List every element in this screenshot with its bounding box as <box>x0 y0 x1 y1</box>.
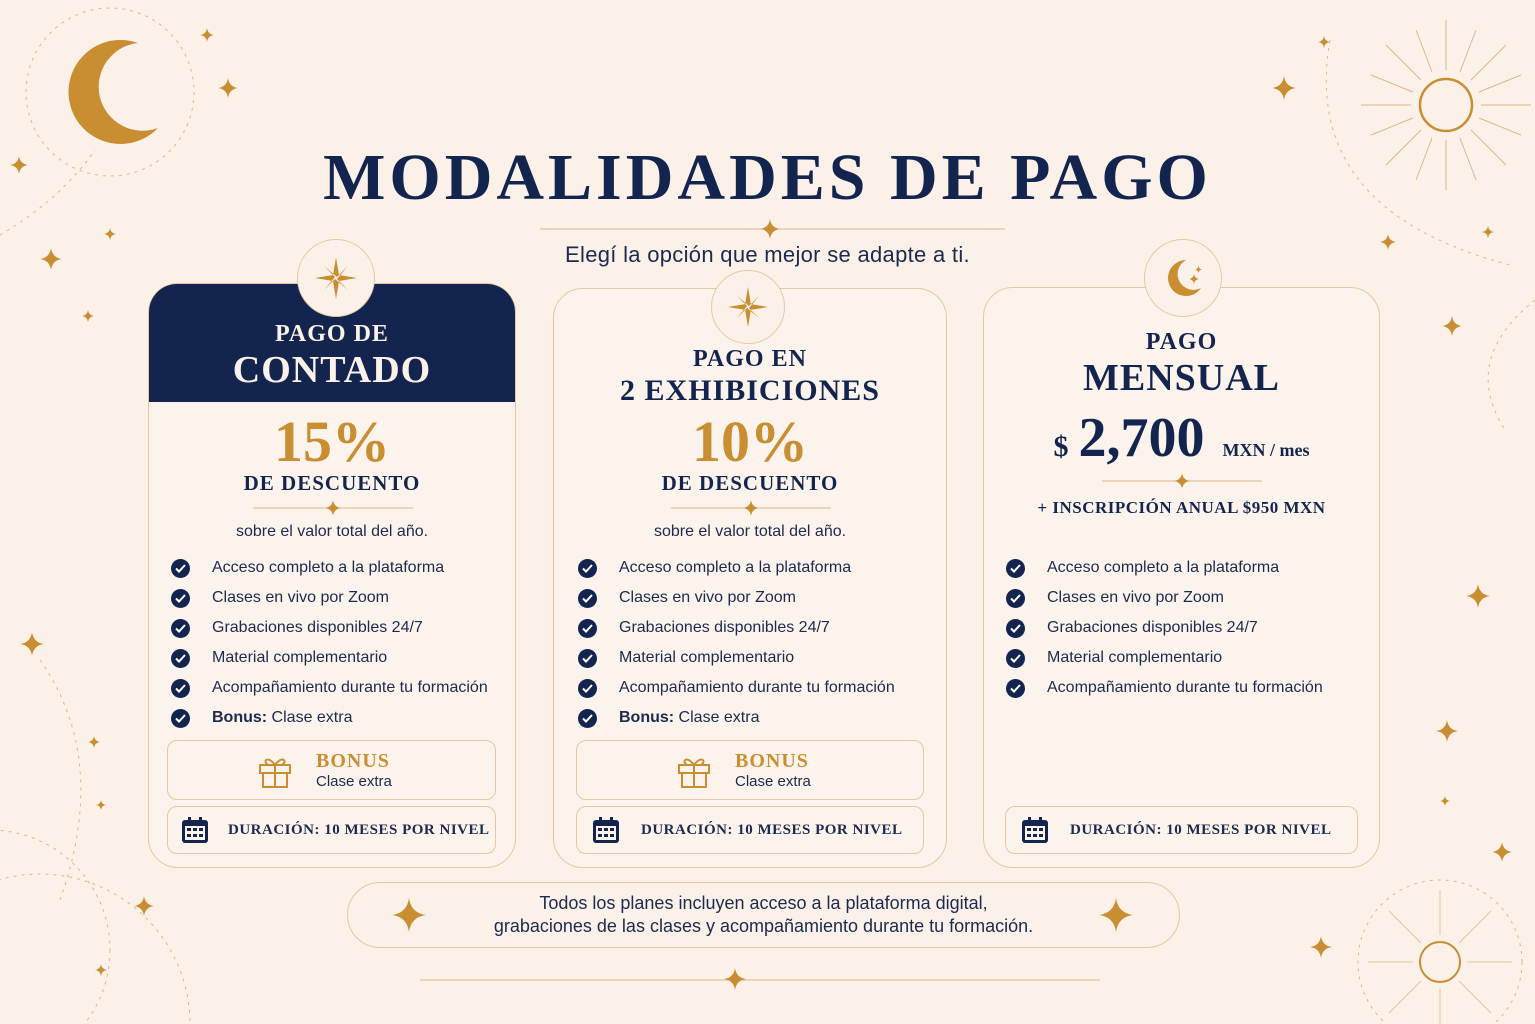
page-subtitle: Elegí la opción que mejor se adapte a ti. <box>565 242 970 267</box>
check-circle-icon <box>1006 589 1025 608</box>
footer-note <box>347 882 1180 948</box>
check-circle-icon <box>1006 649 1025 668</box>
bonus-box <box>576 740 924 800</box>
check-circle-icon <box>578 589 597 608</box>
feature-text: Clases en vivo por Zoom <box>619 589 796 606</box>
footer-line2: grabaciones de las clases y acompañamiento durante tu formación. <box>493 916 1034 936</box>
list-item <box>171 643 488 673</box>
list-item <box>578 703 895 733</box>
discount-percent: 10% <box>692 409 808 474</box>
list-item <box>171 613 488 643</box>
feature-list <box>171 553 488 733</box>
bonus-feature-text: Clase extra <box>674 709 760 726</box>
check-circle-icon <box>171 589 190 608</box>
plan-card-contado <box>148 283 516 868</box>
check-circle-icon <box>578 649 597 668</box>
duration-box <box>167 806 496 854</box>
list-item <box>171 583 488 613</box>
discount-label: DE DESCUENTO <box>661 471 839 495</box>
discount-percent: 15% <box>274 409 390 474</box>
feature-text: Clases en vivo por Zoom <box>1047 589 1224 606</box>
list-item <box>1006 613 1323 643</box>
feature-text: Grabaciones disponibles 24/7 <box>1047 619 1258 636</box>
bonus-subtitle: Clase extra <box>316 773 392 790</box>
duration-text: DURACIÓN: 10 MESES POR NIVEL <box>641 821 903 838</box>
feature-text: Grabaciones disponibles 24/7 <box>619 619 830 636</box>
bonus-subtitle: Clase extra <box>735 773 811 790</box>
bonus-title: BONUS <box>735 750 809 772</box>
list-item <box>578 613 895 643</box>
feature-list <box>578 553 895 733</box>
plan-name-line1: PAGO DE <box>275 321 389 347</box>
plan-name-line2: 2 EXHIBICIONES <box>620 374 880 407</box>
gift-icon <box>675 751 713 789</box>
feature-text: Acceso completo a la plataforma <box>212 559 445 576</box>
price-unit: MXN / mes <box>1222 440 1310 460</box>
price-amount: 2,700 <box>1078 407 1205 469</box>
check-circle-icon <box>171 619 190 638</box>
moon-medal-icon <box>1144 239 1222 317</box>
check-circle-icon <box>1006 559 1025 578</box>
list-item <box>578 673 895 703</box>
divider-star-icon <box>1102 471 1262 491</box>
duration-box <box>1005 806 1358 854</box>
calendar-icon <box>1020 815 1050 845</box>
list-item <box>1006 643 1323 673</box>
list-item <box>171 673 488 703</box>
duration-text: DURACIÓN: 10 MESES POR NIVEL <box>1070 821 1332 838</box>
bonus-feature-label: Bonus: <box>212 709 268 726</box>
gift-icon <box>256 751 294 789</box>
feature-text: Material complementario <box>1047 649 1223 666</box>
check-circle-icon <box>578 709 597 728</box>
price-currency: $ <box>1053 430 1069 463</box>
list-item <box>578 643 895 673</box>
footer-line1: Todos los planes incluyen acceso a la plataforma digital, <box>539 893 988 913</box>
enrollment-fee: + INSCRIPCIÓN ANUAL $950 MXN <box>1037 498 1326 517</box>
feature-text: Clases en vivo por Zoom <box>212 589 389 606</box>
check-circle-icon <box>171 559 190 578</box>
check-circle-icon <box>578 559 597 578</box>
feature-text: Material complementario <box>619 649 795 666</box>
star-icon <box>1099 898 1133 932</box>
bonus-title: BONUS <box>316 750 390 772</box>
plan-card-2-exhibiciones <box>553 288 947 868</box>
feature-text: Acceso completo a la plataforma <box>619 559 852 576</box>
check-circle-icon <box>578 619 597 638</box>
calendar-icon <box>180 815 210 845</box>
check-circle-icon <box>1006 619 1025 638</box>
star-medal-icon <box>711 270 785 344</box>
bonus-feature-label: Bonus: <box>619 709 675 726</box>
plan-name-line1: PAGO <box>1145 329 1218 355</box>
feature-text: Acceso completo a la plataforma <box>1047 559 1280 576</box>
check-circle-icon <box>1006 679 1025 698</box>
discount-note: sobre el valor total del año. <box>235 523 429 540</box>
list-item <box>578 553 895 583</box>
check-circle-icon <box>578 679 597 698</box>
discount-note: sobre el valor total del año. <box>653 523 847 540</box>
list-item <box>171 703 488 733</box>
plan-name-line2: CONTADO <box>232 349 432 391</box>
calendar-icon <box>591 815 621 845</box>
divider-star-icon <box>253 498 413 518</box>
bonus-box <box>167 740 496 800</box>
star-icon <box>392 898 426 932</box>
divider-star-icon <box>671 498 831 518</box>
list-item <box>1006 553 1323 583</box>
page-title: MODALIDADES DE PAGO <box>323 141 1212 214</box>
duration-text: DURACIÓN: 10 MESES POR NIVEL <box>228 821 490 838</box>
plan-card-mensual <box>983 287 1380 868</box>
duration-box <box>576 806 924 854</box>
discount-label: DE DESCUENTO <box>243 471 421 495</box>
feature-text: Acompañamiento durante tu formación <box>619 679 895 696</box>
feature-text: Grabaciones disponibles 24/7 <box>212 619 423 636</box>
feature-text: Material complementario <box>212 649 388 666</box>
sun-icon <box>1358 880 1522 1024</box>
star-medal-icon <box>297 239 375 317</box>
list-item <box>1006 583 1323 613</box>
list-item <box>578 583 895 613</box>
check-circle-icon <box>171 679 190 698</box>
bonus-feature-text: Clase extra <box>267 709 353 726</box>
price-row <box>984 406 1379 470</box>
feature-text: Acompañamiento durante tu formación <box>212 679 488 696</box>
list-item <box>171 553 488 583</box>
check-circle-icon <box>171 709 190 728</box>
check-circle-icon <box>171 649 190 668</box>
list-item <box>1006 673 1323 703</box>
feature-list <box>1006 553 1323 703</box>
plan-name-line1: PAGO EN <box>693 346 807 372</box>
plan-name-line2: MENSUAL <box>1082 357 1281 399</box>
feature-text: Acompañamiento durante tu formación <box>1047 679 1323 696</box>
